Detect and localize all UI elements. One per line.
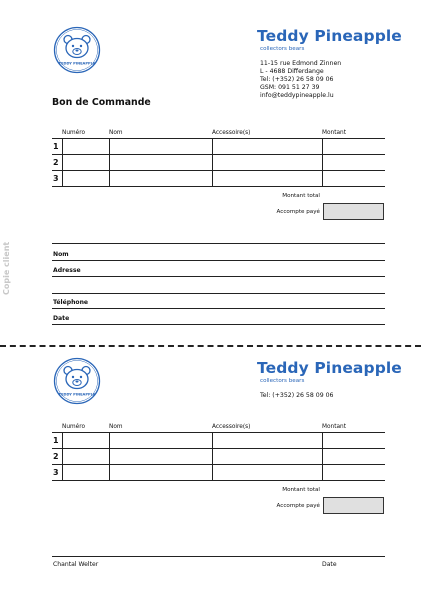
row-number: 2	[53, 452, 59, 461]
field-label-telephone: Téléphone	[53, 299, 89, 306]
phone-line: Tel: (+352) 26 58 09 06	[260, 75, 334, 83]
order-table	[52, 424, 385, 482]
deposit-field[interactable]	[323, 497, 384, 514]
field-rule	[52, 293, 385, 294]
col-header-nom: Nom	[109, 130, 123, 136]
address-line: 11-15 rue Edmond Zinnen	[260, 60, 342, 67]
field-rule	[52, 324, 385, 325]
field-label-adresse: Adresse	[53, 267, 81, 274]
table-rule	[52, 464, 385, 465]
row-number: 1	[53, 142, 59, 151]
deposit-label: Accompte payé	[276, 503, 320, 509]
table-divider	[109, 138, 110, 187]
row-number: 3	[53, 174, 59, 183]
teddy-logo	[53, 26, 101, 74]
col-header-montant: Montant	[322, 130, 346, 136]
signature-rule	[52, 556, 385, 557]
table-divider	[62, 432, 63, 481]
deposit-label: Accompte payé	[276, 209, 320, 215]
table-divider	[212, 138, 213, 187]
teddy-logo	[53, 357, 101, 405]
table-rule	[52, 448, 385, 449]
cut-line	[0, 345, 421, 347]
total-label: Montant total	[282, 487, 320, 493]
field-label-date: Date	[53, 315, 70, 322]
col-header-nom: Nom	[109, 424, 123, 430]
table-divider	[109, 432, 110, 481]
signature-name: Chantal Welter	[53, 561, 99, 568]
form-title: Bon de Commande	[52, 97, 151, 108]
email-line: info@teddypineapple.lu	[260, 91, 334, 99]
company-address	[260, 60, 341, 100]
table-divider	[212, 432, 213, 481]
copy-note: Copie client	[2, 241, 11, 295]
address-line: L - 4688 Differdange	[260, 67, 324, 75]
company-name: Teddy Pineapple	[257, 359, 402, 377]
gsm-line: GSM: 091 51 27 39	[260, 83, 320, 91]
table-divider	[322, 138, 323, 187]
field-rule	[52, 260, 385, 261]
total-field[interactable]	[323, 481, 384, 498]
field-rule	[52, 308, 385, 309]
svg-text:TEDDY PINEAPPLE: TEDDY PINEAPPLE	[58, 392, 96, 397]
field-rule	[52, 276, 385, 277]
col-header-montant: Montant	[322, 424, 346, 430]
row-number: 2	[53, 158, 59, 167]
order-table	[52, 130, 385, 188]
field-rule	[52, 243, 385, 244]
col-header-accessoires: Accessoire(s)	[212, 424, 251, 430]
total-field[interactable]	[323, 187, 384, 204]
col-header-numero: Numéro	[62, 130, 86, 136]
row-number: 1	[53, 436, 59, 445]
table-rule	[52, 154, 385, 155]
company-name: Teddy Pineapple	[257, 27, 402, 45]
table-rule	[52, 138, 385, 139]
deposit-field[interactable]	[323, 203, 384, 220]
total-label: Montant total	[282, 193, 320, 199]
field-label-nom: Nom	[53, 251, 69, 258]
col-header-accessoires: Accessoire(s)	[212, 130, 251, 136]
col-header-numero: Numéro	[62, 424, 86, 430]
row-number: 3	[53, 468, 59, 477]
table-divider	[322, 432, 323, 481]
phone-line: Tel: (+352) 26 58 09 06	[260, 392, 334, 399]
table-divider	[62, 138, 63, 187]
table-rule	[52, 170, 385, 171]
svg-text:TEDDY PINEAPPLE: TEDDY PINEAPPLE	[58, 61, 96, 66]
company-tagline: collectors bears	[260, 378, 305, 384]
company-tagline: collectors bears	[260, 46, 305, 52]
signature-date-label: Date	[322, 561, 337, 568]
table-rule	[52, 432, 385, 433]
